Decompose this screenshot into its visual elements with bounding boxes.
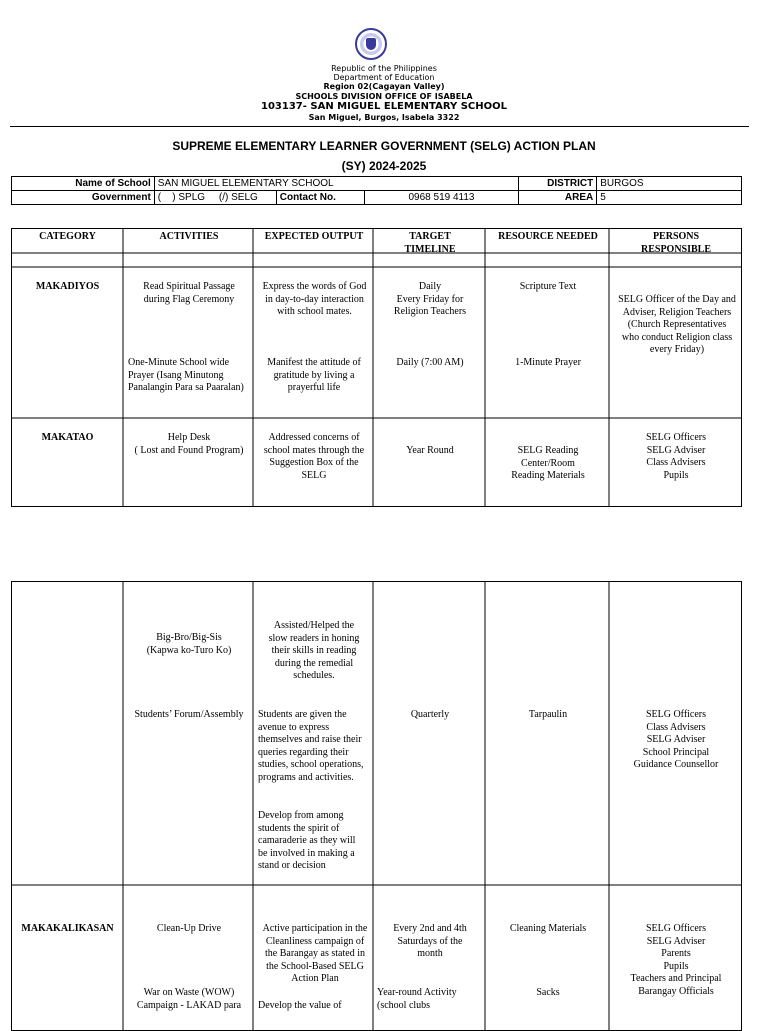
department-line: Department of Education [333, 73, 435, 82]
persons-makatao: SELG Officers SELG Adviser Class Advisers Pupils [645, 432, 707, 481]
activity-students-forum: Students’ Forum/Assembly [134, 709, 244, 720]
resource-cleaning-materials: Cleaning Materials [509, 923, 587, 934]
school-line: 103137- SAN MIGUEL ELEMENTARY SCHOOL [261, 101, 507, 112]
column-header-resource-needed: RESOURCE NEEDED [498, 231, 598, 242]
timeline-daily-7am: Daily (7:00 AM) [396, 357, 464, 368]
column-header-activities: ACTIVITIES [159, 231, 219, 242]
district-value: BURGOS [597, 177, 742, 191]
division-line: SCHOOLS DIVISION OFFICE OF ISABELA [295, 92, 473, 101]
output-camaraderie: Develop from among students the spirit of camaraderie as they will be involved in making a stand or decision [258, 810, 356, 871]
government-value: ( ) SPLG (/) SELG [154, 191, 276, 205]
district-label: DISTRICT [519, 177, 597, 191]
activity-war-on-waste: War on Waste (WOW) Campaign - LAKAD para [136, 987, 242, 1011]
output-assisted-slow-readers: Assisted/Helped the slow readers in honing their skills in reading during the remedial schedules. [268, 620, 360, 681]
resource-sacks: Sacks [536, 987, 560, 998]
contact-label: Contact No. [276, 191, 364, 205]
government-label: Government [12, 191, 155, 205]
republic-line: Republic of the Philippines [331, 64, 437, 73]
persons-makakalikasan: SELG Officers SELG Adviser Parents Pupils Teachers and Principal Barangay Officials [630, 923, 722, 997]
persons-makadiyos: SELG Officer of the Day and Adviser, Religion Teachers (Church Representatives who conduct Religion class every Friday) [618, 294, 736, 355]
output-active-participation: Active participation in the Cleanliness campaign of the Barangay as stated in the School-Based SELG Action Plan [262, 923, 368, 984]
activity-clean-up-drive: Clean-Up Drive [156, 923, 222, 934]
timeline-year-round-activity: Year-round Activity (school clubs [377, 987, 457, 1011]
timeline-daily: Daily Every Friday for Religion Teachers [393, 281, 467, 317]
activity-one-minute-prayer: One-Minute School wide Prayer (Isang Minutong Panalangin Para sa Paaralan) [128, 357, 244, 393]
activity-big-bro-big-sis: Big-Bro/Big-Sis (Kapwa ko-Turo Ko) [146, 632, 232, 656]
contact-value: 0968 519 4113 [364, 191, 519, 205]
resource-tarpaulin: Tarpaulin [528, 709, 568, 720]
output-students-avenue: Students are given the avenue to express themselves and raise their queries regarding their studies, school operations, programs and activities. [258, 709, 364, 783]
action-plan-table [11, 228, 742, 507]
activity-spiritual-passage: Read Spiritual Passage during Flag Ceremony [143, 281, 235, 305]
timeline-every-saturday: Every 2nd and 4th Saturdays of the month [393, 923, 467, 959]
column-header-category: CATEGORY [39, 231, 96, 242]
region-line: Region 02(Cagayan Valley) [323, 82, 445, 91]
output-addressed-concerns: Addressed concerns of school mates through the Suggestion Box of the SELG [263, 432, 365, 481]
column-header-expected-output: EXPECTED OUTPUT [264, 231, 364, 242]
name-of-school-value: SAN MIGUEL ELEMENTARY SCHOOL [154, 177, 519, 191]
name-of-school-label: Name of School [12, 177, 155, 191]
category-makakalikasan: MAKAKALIKASAN [21, 923, 114, 934]
resource-scripture-text: Scripture Text [519, 281, 577, 292]
timeline-year-round: Year Round [406, 445, 454, 456]
resource-one-minute-prayer: 1-Minute Prayer [515, 357, 581, 368]
category-makatao: MAKATAO [41, 432, 94, 443]
column-header-target-timeline: TARGET TIMELINE [404, 231, 456, 255]
output-gratitude: Manifest the attitude of gratitude by living a prayerful life [267, 357, 361, 393]
timeline-quarterly: Quarterly [410, 709, 450, 720]
activity-help-desk: Help Desk ( Lost and Found Program) [134, 432, 244, 456]
output-develop-value: Develop the value of [258, 1000, 342, 1011]
area-value: 5 [597, 191, 742, 205]
output-express-words: Express the words of God in day-to-day interaction with school mates. [262, 281, 367, 317]
school-year: (SY) 2024-2025 [341, 159, 427, 173]
persons-forum: SELG Officers Class Advisers SELG Adviser School Principal Guidance Counsellor [633, 709, 719, 770]
school-info-table [11, 176, 742, 205]
resource-reading-center: SELG Reading Center/Room Reading Materials [511, 445, 585, 481]
area-label: AREA [519, 191, 597, 205]
deped-seal-icon [355, 28, 387, 60]
address-line: San Miguel, Burgos, Isabela 3322 [308, 113, 460, 122]
page-title: SUPREME ELEMENTARY LEARNER GOVERNMENT (SELG) ACTION PLAN [172, 139, 596, 153]
column-header-persons-responsible: PERSONS RESPONSIBLE [640, 231, 712, 255]
category-makadiyos: MAKADIYOS [35, 281, 100, 292]
header-divider [10, 126, 749, 127]
action-plan-table-continued [11, 581, 742, 1031]
